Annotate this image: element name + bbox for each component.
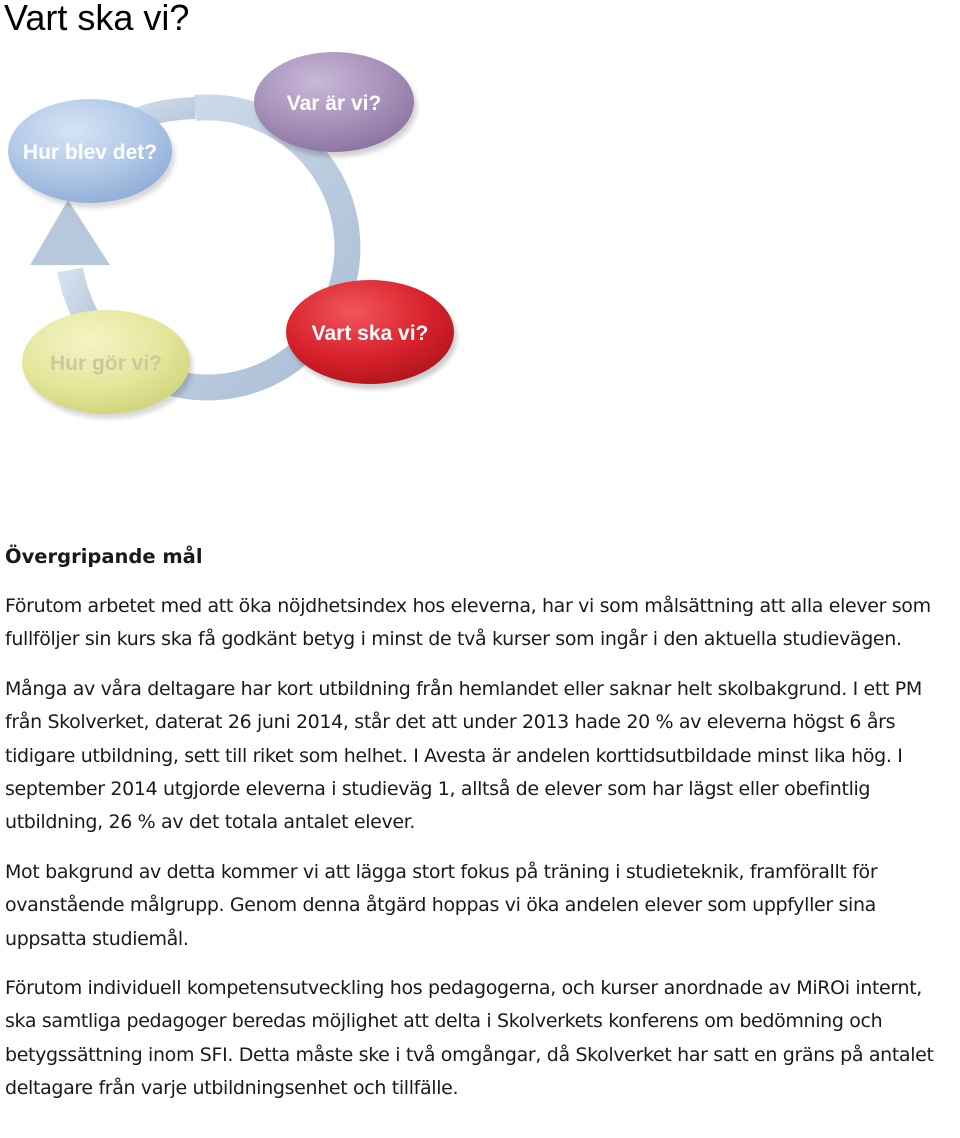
bubble-label-hur-gor-vi: Hur gör vi? [49, 352, 163, 375]
bubble-hur-gor-vi [22, 310, 193, 419]
goals-section [5, 540, 957, 1122]
paragraph-background: Många av våra deltagare har kort utbildning från hemlandet eller saknar helt skolbakgrund. I ett PM från Skolverket, daterat 26 juni 2014, står det att under 2013 hade 20 % av eleverna högst 6 års tidigare utbildning, sett till riket som helhet. I Avesta är andelen korttidsutbildade minst lika hög. I september 2014 utgjorde eleverna i studieväg 1, alltså de elever som har lägst eller obefintlig utbildning, 26 % av det totala antalet elever. [5, 677, 922, 834]
paragraph-focus: Mot bakgrund av detta kommer vi att lägga stort fokus på träning i studieteknik, framförallt för ovanstående målgrupp. Genom denna åtgärd hoppas vi öka andelen elever som uppfyller sina uppsatta studiemål. [5, 860, 878, 950]
bubble-vart-ska-vi [286, 280, 457, 389]
page-title: Vart ska vi? [4, 0, 190, 38]
paragraph-competence: Förutom individuell kompetensutveckling hos pedagogerna, och kurser anordnade av MiROi internt, ska samtliga pedagoger beredas möjlighet att delta i Skolverkets konferens om bedömning och betygssättning inom SFI. Detta måste ske i två omgångar, då Skolverket har satt en gräns på antalet deltagare från varje utbildningsenhet och tillfälle. [5, 977, 934, 1100]
bubble-label-var-ar-vi: Var är vi? [286, 92, 382, 115]
cycle-diagram [0, 50, 470, 430]
bubble-label-vart-ska-vi: Vart ska vi? [311, 322, 429, 345]
bubble-label-hur-blev-det: Hur blev det? [22, 141, 158, 164]
paragraph-goals: Förutom arbetet med att öka nöjdhetsindex hos eleverna, har vi som målsättning att alla elever som fullföljer sin kurs ska få godkänt betyg i minst de två kurser som ingår i den aktuella studievägen. [5, 595, 931, 651]
section-heading: Övergripande mål [5, 545, 203, 568]
cycle-diagram-graphic [0, 50, 470, 430]
